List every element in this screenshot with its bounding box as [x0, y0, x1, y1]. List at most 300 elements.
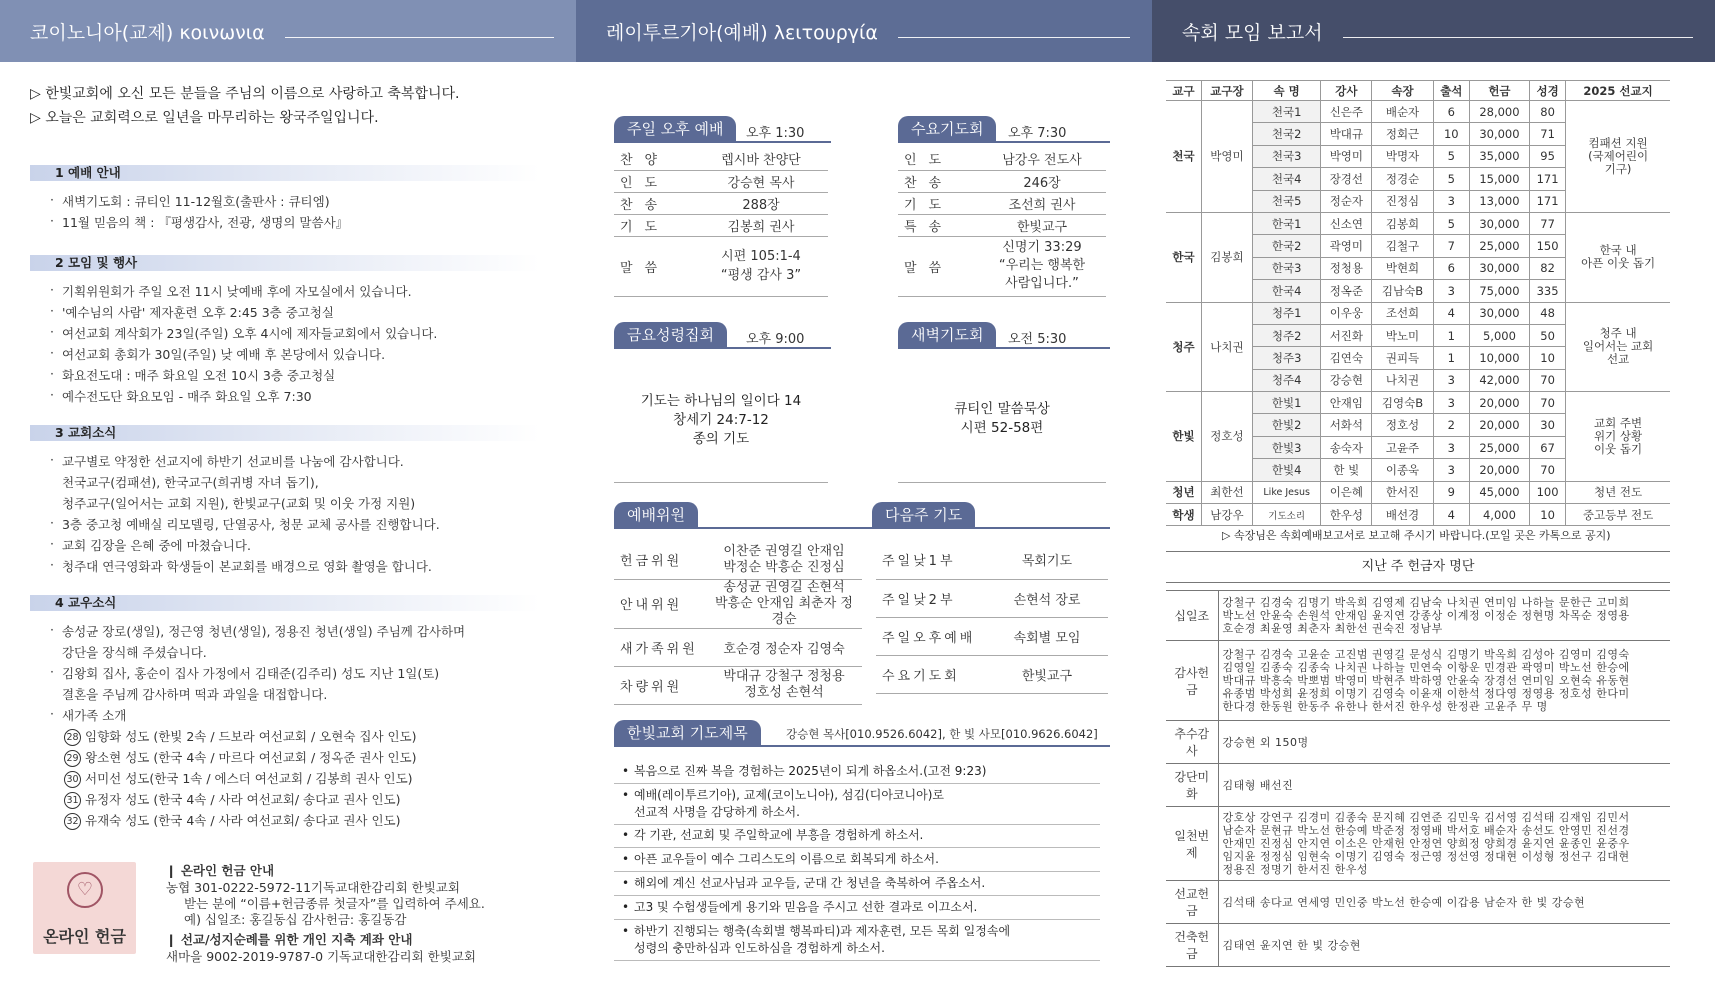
donor-names: 강승현 외 150명 [1218, 721, 1670, 764]
role-label: 찬양 [614, 148, 694, 170]
newcomer-text: 왕소현 성도 (한국 4속 / 마르다 여선교회 / 정옥준 권사 인도) [85, 750, 417, 765]
newcomer-text: 유정자 성도 (한국 4속 / 사라 여선교회/ 송다교 권사 인도) [85, 792, 401, 807]
list-item: · 교회 김장을 은혜 중에 마쳤습니다. [62, 536, 251, 554]
table-cell: 한빛2 [1252, 414, 1320, 436]
region-leader-cell: 정호성 [1202, 392, 1253, 482]
online-text: 받는 분에 “이름+헌금종류 첫글자”를 입력하여 주세요. [184, 896, 485, 911]
table-cell: 3 [1433, 436, 1469, 458]
divider [614, 745, 1110, 747]
region-cell: 한국 [1166, 212, 1202, 302]
region-leader-cell: 나치권 [1202, 302, 1253, 392]
column-header: 속장 [1372, 81, 1433, 101]
online-heading: ❙ 선교/성지순례를 위한 개인 지축 계좌 안내 [166, 932, 413, 947]
table-cell: 95 [1530, 145, 1566, 167]
sunday-pm-title: 주일 오후 예배 [614, 116, 736, 142]
newcomer-text: 유재숙 성도 (한국 4속 / 사라 여선교회/ 송다교 권사 인도) [85, 813, 401, 828]
role-value: 강승현 목사 [694, 170, 828, 192]
wednesday-table [898, 148, 1106, 297]
table-cell: 82 [1530, 257, 1566, 279]
list-item: · 11월 믿음의 책 : 『평생감사, 전광, 생명의 말씀사』 [62, 213, 348, 231]
list-item: · 여선교회 계삭회가 23일(주일) 오후 4시에 제자들교회에서 있습니다. [62, 324, 437, 342]
table-cell: 3 [1433, 459, 1469, 481]
report-title: 속회 모임 보고서 [1182, 21, 1323, 44]
table-cell: 장경선 [1321, 168, 1372, 190]
committee-title: 예배위원 [614, 502, 698, 528]
friday-text: 기도는 하나님의 일이다 14 창세기 24:7-12 종의 기도 [640, 393, 802, 447]
mission-cell: 컴패션 지원 (국제어린이 기구) [1566, 101, 1670, 213]
table-cell: 45,000 [1469, 481, 1529, 503]
table-cell: 학생 [1166, 504, 1202, 526]
table-cell: 기도소리 [1252, 504, 1320, 526]
column-header: 교구 [1166, 81, 1202, 101]
table-cell: 한국4 [1252, 280, 1320, 302]
table-cell: 70 [1530, 459, 1566, 481]
next-service: 주일오후예배 [876, 617, 986, 655]
logo-label: 온라인 헌금 [43, 927, 126, 946]
leitourgia-title: 레이투르기아(예배) λειτουργία [606, 21, 878, 44]
leitourgia-header [576, 0, 1152, 62]
list-item: · '예수님의 사람' 제자훈련 오후 2:45 3층 중고청실 [62, 303, 334, 321]
role-label: 말씀 [898, 236, 978, 296]
prayer-item: • 각 기관, 선교회 및 주일학교에 부흥을 경험하게 하소서. [614, 824, 1100, 848]
donor-row [1166, 924, 1670, 967]
table-cell: 한서진 [1372, 481, 1433, 503]
table-cell: 5,000 [1469, 324, 1529, 346]
table-cell: 신소연 [1321, 212, 1372, 234]
prayer-contact: 강승현 목사[010.9526.6042], 한 빛 사모[010.9626.6042] [786, 727, 1098, 741]
table-row [1166, 302, 1670, 324]
table-cell: 70 [1530, 392, 1566, 414]
table-cell: 100 [1530, 481, 1566, 503]
list-item: 결혼을 주님께 감사하며 떡과 과일을 대접합니다. [62, 687, 328, 702]
table-cell: 10,000 [1469, 347, 1529, 369]
table-cell: 진정심 [1372, 190, 1433, 212]
cell-report-table [1166, 80, 1670, 526]
online-offering-logo [33, 862, 136, 954]
table-cell: 배순자 [1372, 101, 1433, 123]
table-header-row [1166, 81, 1670, 101]
donor-names: 강철구 김경숙 김명기 박옥희 김영제 김남숙 나치권 연미임 나하늘 문한근 고미희 박노선 안윤숙 손원석 안재임 윤지연 강종상 이계정 이정순 정현명 차목순 정영용 호순경 최윤영 최춘자 최한선 권숙진 정남부 [1218, 591, 1670, 641]
table-cell: 한빛4 [1252, 459, 1320, 481]
donor-row [1166, 591, 1670, 641]
role-value: 한빛교구 [978, 214, 1106, 236]
table-cell: 한빛3 [1252, 436, 1320, 458]
column-header: 강사 [1321, 81, 1372, 101]
table-cell: 30 [1530, 414, 1566, 436]
table-cell: 42,000 [1469, 369, 1529, 391]
list-item: · 청주대 연극영화과 학생들이 본교회를 배경으로 영화 촬영을 합니다. [62, 557, 432, 575]
header-rule [898, 37, 1130, 38]
divider [614, 141, 831, 143]
table-row [1166, 101, 1670, 123]
donor-category: 추수감사 [1166, 721, 1218, 764]
dawn-text: 큐티인 말씀묵상 시편 52-58편 [954, 401, 1050, 436]
table-cell: 정순자 [1321, 190, 1372, 212]
list-item: · 송성균 장로(생일), 정근영 청년(생일), 정용진 청년(생일) 주님께 감사하며 [62, 622, 465, 640]
table-cell: 박대규 [1321, 123, 1372, 145]
table-cell: 김연숙 [1321, 347, 1372, 369]
online-text: 농협 301-0222-5972-11기독교대한감리회 한빛교회 [166, 880, 460, 895]
sunday-pm-table [614, 148, 828, 297]
table-cell: 75,000 [1469, 280, 1529, 302]
table-cell: 3 [1433, 280, 1469, 302]
list-item: · 김왕회 집사, 홍순이 집사 가정에서 김태준(김주리) 성도 지난 1일(토) [62, 664, 439, 682]
table-cell: 25,000 [1469, 436, 1529, 458]
column-header: 교구장 [1202, 81, 1253, 101]
list-item: · 교구별로 약정한 선교지에 하반기 선교비를 나눔에 감사합니다. [62, 452, 404, 470]
mission-cell: 한국 내 아픈 이웃 돕기 [1566, 212, 1670, 302]
table-cell: 30,000 [1469, 212, 1529, 234]
table-cell: 10 [1530, 347, 1566, 369]
committee-members: 송성균 권영길 손현석 박흥순 안재임 최춘자 정경순 [706, 579, 862, 628]
role-label: 말씀 [614, 236, 694, 296]
number-badge: 30 [64, 771, 81, 788]
table-cell: 28,000 [1469, 101, 1529, 123]
list-item: · 여선교회 총회가 30일(주일) 낮 예배 후 본당에서 있습니다. [62, 345, 385, 363]
donor-category: 강단미화 [1166, 764, 1218, 807]
table-cell: 한국1 [1252, 212, 1320, 234]
table-cell: 김남숙B [1372, 280, 1433, 302]
table-row [1166, 212, 1670, 234]
table-cell: 박노미 [1372, 324, 1433, 346]
donor-names: 김태연 윤지연 한 빛 강승현 [1218, 924, 1670, 967]
header-rule [1343, 37, 1693, 38]
prayer-item: • 예배(레이투르기아), 교제(코이노니아), 섬김(디아코니아)로 선교적 사명을 감당하게 하소서. [614, 784, 1100, 825]
table-cell: 20,000 [1469, 414, 1529, 436]
next-leader: 손현석 장로 [986, 579, 1108, 617]
online-text: 새마을 9002-2019-9787-0 기독교대한감리회 한빛교회 [166, 949, 476, 964]
mission-cell: 교회 주변 위기 상황 이웃 돕기 [1566, 392, 1670, 482]
donors-table [1166, 590, 1670, 967]
table-cell: 청주2 [1252, 324, 1320, 346]
table-cell: 13,000 [1469, 190, 1529, 212]
donor-names: 강철구 김경숙 고윤순 고진범 권영길 문성식 김명기 박옥희 김성아 김영미 김영숙 김영일 김종숙 김종숙 나치권 나하늘 민연숙 이항운 민경관 곽영미 박노선 한승에 박대규 박흥숙 박뽀범 박영미 박현주 박하영 안윤숙 장경선 연미임 오현숙 유동현 유종범 박성희 윤정희 이명기 김영숙 이윤재 이한석 정다영 정영용 정호성 한다미 한다경 한동원 한동주 유한나 한서진 한우성 한정관 고윤주 무 명 [1218, 641, 1670, 721]
table-cell: Like Jesus [1252, 481, 1320, 503]
table-cell: 15,000 [1469, 168, 1529, 190]
role-label: 인도 [898, 148, 978, 170]
online-heading: ❙ 온라인 헌금 안내 [166, 863, 275, 878]
table-cell: 남강우 [1202, 504, 1253, 526]
committee-role: 안내위원 [614, 579, 706, 628]
section-heading: 1 예배 안내 [30, 165, 540, 181]
table-cell: 조선희 [1372, 302, 1433, 324]
intro-line: ▷ 오늘은 교회력으로 일년을 마무리하는 왕국주일입니다. [30, 110, 379, 126]
table-cell: 서진화 [1321, 324, 1372, 346]
table-cell: 이우웅 [1321, 302, 1372, 324]
prayer-item: • 고3 및 수험생들에게 용기와 믿음을 주시고 선한 결과로 이끄소서. [614, 896, 1100, 920]
table-cell: 67 [1530, 436, 1566, 458]
koinonia-header [0, 0, 576, 62]
region-cell: 청주 [1166, 302, 1202, 392]
table-cell: 강승현 [1321, 369, 1372, 391]
table-cell: 25,000 [1469, 235, 1529, 257]
table-row [1166, 481, 1670, 503]
role-value: 남강우 전도사 [978, 148, 1106, 170]
table-cell: 10 [1433, 123, 1469, 145]
table-cell: 천국5 [1252, 190, 1320, 212]
role-value: 288장 [694, 192, 828, 214]
newcomer-item [64, 727, 417, 746]
table-cell: 48 [1530, 302, 1566, 324]
heart-icon: ♡ [67, 872, 103, 908]
table-cell: 5 [1433, 168, 1469, 190]
newcomer-item [64, 769, 413, 788]
region-leader-cell: 김봉희 [1202, 212, 1253, 302]
donor-names: 강호상 강연구 김경미 김종숙 문지혜 김연준 김민욱 김서영 김석태 김재임 김민서 남순자 문현규 박노선 한승예 박준정 정영배 박서호 배순자 송선도 안영민 진선경 안재민 진정심 안지연 이소은 안재헌 안정연 양희정 양희경 윤지연 윤종인 윤중우 임지윤 정정심 임현숙 이명기 김영숙 정근영 정선영 정대현 이성형 정선구 김대현 정용진 정명기 한서진 한우성 [1218, 807, 1670, 881]
role-label: 찬송 [898, 170, 978, 192]
dawn-title: 새벽기도회 [898, 322, 996, 348]
divider [614, 527, 1110, 529]
table-cell: 4 [1433, 504, 1469, 526]
table-cell: 김영숙B [1372, 392, 1433, 414]
next-leader: 속회별 모임 [986, 617, 1108, 655]
role-value: 김봉희 권사 [694, 214, 828, 236]
table-cell: 2 [1433, 414, 1469, 436]
role-label: 인도 [614, 170, 694, 192]
region-leader-cell: 박영미 [1202, 101, 1253, 213]
donor-category: 일천번제 [1166, 807, 1218, 881]
table-cell: 김봉희 [1372, 212, 1433, 234]
table-cell: 정회근 [1372, 123, 1433, 145]
table-cell: 9 [1433, 481, 1469, 503]
table-cell: 정청용 [1321, 257, 1372, 279]
table-cell: 천국3 [1252, 145, 1320, 167]
table-cell: 이은혜 [1321, 481, 1372, 503]
list-item: · 새가족 소개 [62, 706, 126, 724]
online-text: 예) 십일조: 홍길동십 감사헌금: 홍길동감 [184, 912, 407, 927]
table-cell: 중고등부 전도 [1566, 504, 1670, 526]
next-leader: 목회기도 [986, 541, 1108, 579]
table-cell: 배선경 [1372, 504, 1433, 526]
number-badge: 28 [64, 729, 81, 746]
table-cell: 4,000 [1469, 504, 1529, 526]
table-cell: 천국2 [1252, 123, 1320, 145]
committee-members: 호순경 정순자 김영숙 [706, 628, 862, 666]
role-label: 특송 [898, 214, 978, 236]
list-item: · 새벽기도회 : 큐티인 11-12월호(출판사 : 큐티엠) [62, 192, 330, 210]
table-cell: 80 [1530, 101, 1566, 123]
donor-row [1166, 807, 1670, 881]
committee-members: 이찬준 권영길 안재임 박정순 박흥순 진정심 [706, 541, 862, 579]
table-cell: 30,000 [1469, 257, 1529, 279]
prayer-title: 한빛교회 기도제목 [614, 720, 761, 746]
next-service: 주일낮1부 [876, 541, 986, 579]
table-cell: 10 [1530, 504, 1566, 526]
section-heading: 4 교우소식 [30, 595, 540, 611]
role-label: 기도 [614, 214, 694, 236]
table-cell: 곽영미 [1321, 235, 1372, 257]
divider [898, 141, 1110, 143]
role-value: 렙시바 찬양단 [694, 148, 828, 170]
column-header: 성경 [1530, 81, 1566, 101]
donors-title: 지난 주 헌금자 명단 [1166, 551, 1670, 583]
role-value: 246장 [978, 170, 1106, 192]
intro-line: ▷ 한빛교회에 오신 모든 분들을 주님의 이름으로 사랑하고 축복합니다. [30, 86, 460, 102]
list-item: · 화요전도대 : 매주 화요일 오전 10시 3층 중고청실 [62, 366, 335, 384]
next-leader: 한빛교구 [986, 655, 1108, 693]
table-cell: 6 [1433, 257, 1469, 279]
report-header [1152, 0, 1715, 62]
table-cell: 50 [1530, 324, 1566, 346]
committee-role: 차량위원 [614, 666, 706, 704]
table-cell: 신은주 [1321, 101, 1372, 123]
table-cell: 335 [1530, 280, 1566, 302]
sermon-text: 신명기 33:29 “우리는 행복한 사람입니다.” [978, 236, 1106, 296]
table-cell: 고윤주 [1372, 436, 1433, 458]
dawn-time: 오전 5:30 [1008, 332, 1067, 347]
table-cell: 3 [1433, 190, 1469, 212]
table-cell: 박현희 [1372, 257, 1433, 279]
table-cell: 4 [1433, 302, 1469, 324]
table-cell: 7 [1433, 235, 1469, 257]
number-badge: 31 [64, 792, 81, 809]
table-cell: 한우성 [1321, 504, 1372, 526]
donor-row [1166, 881, 1670, 924]
table-cell: 최한선 [1202, 481, 1253, 503]
table-cell: 박명자 [1372, 145, 1433, 167]
donor-row [1166, 721, 1670, 764]
table-cell: 정경순 [1372, 168, 1433, 190]
table-cell: 정호성 [1372, 414, 1433, 436]
donor-category: 건축헌금 [1166, 924, 1218, 967]
column-header: 속 명 [1252, 81, 1320, 101]
table-cell: 3 [1433, 369, 1469, 391]
table-cell: 정옥준 [1321, 280, 1372, 302]
donor-names: 김태형 배선진 [1218, 764, 1670, 807]
next-service: 수요기도회 [876, 655, 986, 693]
mission-cell: 청주 내 일어서는 교회 선교 [1566, 302, 1670, 392]
divider [614, 482, 828, 483]
section-heading: 3 교회소식 [30, 425, 540, 441]
list-item: 천국교구(컴패션), 한국교구(희귀병 자녀 돕기), [62, 475, 319, 490]
newcomer-item [64, 811, 400, 830]
table-row [1166, 504, 1670, 526]
table-cell: 청주1 [1252, 302, 1320, 324]
region-cell: 한빛 [1166, 392, 1202, 482]
table-cell: 한 빛 [1321, 459, 1372, 481]
table-cell: 한국2 [1252, 235, 1320, 257]
table-cell: 권피득 [1372, 347, 1433, 369]
table-cell: 한빛1 [1252, 392, 1320, 414]
divider [898, 482, 1106, 483]
newcomer-item [64, 790, 400, 809]
table-row [1166, 392, 1670, 414]
table-cell: 30,000 [1469, 302, 1529, 324]
table-cell: 서화석 [1321, 414, 1372, 436]
table-cell: 5 [1433, 212, 1469, 234]
number-badge: 32 [64, 813, 81, 830]
table-cell: 청주3 [1252, 347, 1320, 369]
donor-category: 선교헌금 [1166, 881, 1218, 924]
table-cell: 청주4 [1252, 369, 1320, 391]
table-cell: 30,000 [1469, 123, 1529, 145]
newcomer-text: 서미선 성도(한국 1속 / 에스더 여선교회 / 김봉희 권사 인도) [85, 771, 413, 786]
wednesday-title: 수요기도회 [898, 116, 996, 142]
table-cell: 청년 [1166, 481, 1202, 503]
divider [898, 347, 1110, 349]
divider [614, 347, 831, 349]
column-header: 2025 선교지 [1566, 81, 1670, 101]
table-cell: 안재임 [1321, 392, 1372, 414]
table-cell: 1 [1433, 347, 1469, 369]
prayer-item: • 해외에 계신 선교사님과 교우들, 군대 간 청년을 축복하여 주옵소서. [614, 872, 1100, 896]
region-cell: 천국 [1166, 101, 1202, 213]
donor-category: 십일조 [1166, 591, 1218, 641]
table-cell: 71 [1530, 123, 1566, 145]
table-cell: 6 [1433, 101, 1469, 123]
table-cell: 청년 전도 [1566, 481, 1670, 503]
sunday-pm-time: 오후 1:30 [746, 126, 805, 141]
table-cell: 천국4 [1252, 168, 1320, 190]
table-cell: 20,000 [1469, 459, 1529, 481]
table-cell: 5 [1433, 145, 1469, 167]
table-cell: 나치권 [1372, 369, 1433, 391]
newcomer-text: 임향화 성도 (한빛 2속 / 드보라 여선교회 / 오현숙 집사 인도) [85, 729, 417, 744]
prayer-item: • 하반기 진행되는 행축(속회별 행복파티)과 제자훈련, 모든 목회 일정속에 성령의 충만하심과 인도하심을 경험하게 하소서. [614, 920, 1100, 961]
friday-time: 오후 9:00 [746, 332, 805, 347]
role-label: 찬송 [614, 192, 694, 214]
table-cell: 김철구 [1372, 235, 1433, 257]
table-cell: 천국1 [1252, 101, 1320, 123]
table-cell: 송숙자 [1321, 436, 1372, 458]
column-header: 헌금 [1469, 81, 1529, 101]
table-cell: 150 [1530, 235, 1566, 257]
koinonia-title: 코이노니아(교제) κοινωνια [30, 21, 265, 44]
table-cell: 171 [1530, 168, 1566, 190]
donor-row [1166, 641, 1670, 721]
table-cell: 3 [1433, 392, 1469, 414]
committee-role: 새가족위원 [614, 628, 706, 666]
table-cell: 한국3 [1252, 257, 1320, 279]
list-item: · 3층 중고청 예배실 리모델링, 단열공사, 청문 교체 공사를 진행합니다. [62, 515, 440, 533]
sermon-text: 시편 105:1-4 “평생 감사 3” [694, 236, 828, 296]
list-item: · 예수전도단 화요모임 - 매주 화요일 오후 7:30 [62, 387, 312, 405]
section-heading: 2 모임 및 행사 [30, 255, 540, 271]
table-cell: 70 [1530, 369, 1566, 391]
committee-table [614, 541, 862, 705]
header-rule [285, 37, 554, 38]
table-cell: 1 [1433, 324, 1469, 346]
committee-role: 헌금위원 [614, 541, 706, 579]
prayer-item: • 아픈 교우들이 예수 그리스도의 이름으로 회복되게 하소서. [614, 848, 1100, 872]
role-label: 기도 [898, 192, 978, 214]
newcomer-item [64, 748, 417, 767]
column-header: 출석 [1433, 81, 1469, 101]
donor-row [1166, 764, 1670, 807]
table-cell: 이종욱 [1372, 459, 1433, 481]
table-cell: 77 [1530, 212, 1566, 234]
list-item: 강단을 장식해 주셨습니다. [62, 645, 207, 660]
number-badge: 29 [64, 750, 81, 767]
friday-title: 금요성령집회 [614, 322, 727, 348]
table-cell: 171 [1530, 190, 1566, 212]
list-item: 청주교구(일어서는 교회 지원), 한빛교구(교회 및 이웃 가정 지원) [62, 496, 416, 511]
table-cell: 20,000 [1469, 392, 1529, 414]
committee-members: 박대규 강철구 정청용 정호성 손현석 [706, 666, 862, 704]
wednesday-time: 오후 7:30 [1008, 126, 1067, 141]
next-prayer-table [876, 541, 1108, 694]
role-value: 조선희 권사 [978, 192, 1106, 214]
table-cell: 박영미 [1321, 145, 1372, 167]
list-item: · 기획위원회가 주일 오전 11시 낮예배 후에 자모실에서 있습니다. [62, 282, 412, 300]
table-cell: 35,000 [1469, 145, 1529, 167]
donor-category: 감사헌금 [1166, 641, 1218, 721]
donor-names: 김석태 송다교 연세영 민인중 박노선 한승예 이갑용 남순자 한 빛 강승현 [1218, 881, 1670, 924]
next-service: 주일낮2부 [876, 579, 986, 617]
prayer-item: • 복음으로 진짜 복을 경험하는 2025년이 되게 하옵소서.(고전 9:23) [614, 760, 1100, 784]
report-note: ▷ 속장님은 속회예배보고서로 보고해 주시기 바랍니다.(모일 곳은 카톡으로 공지) [1222, 529, 1611, 542]
next-prayer-title: 다음주 기도 [872, 502, 975, 528]
